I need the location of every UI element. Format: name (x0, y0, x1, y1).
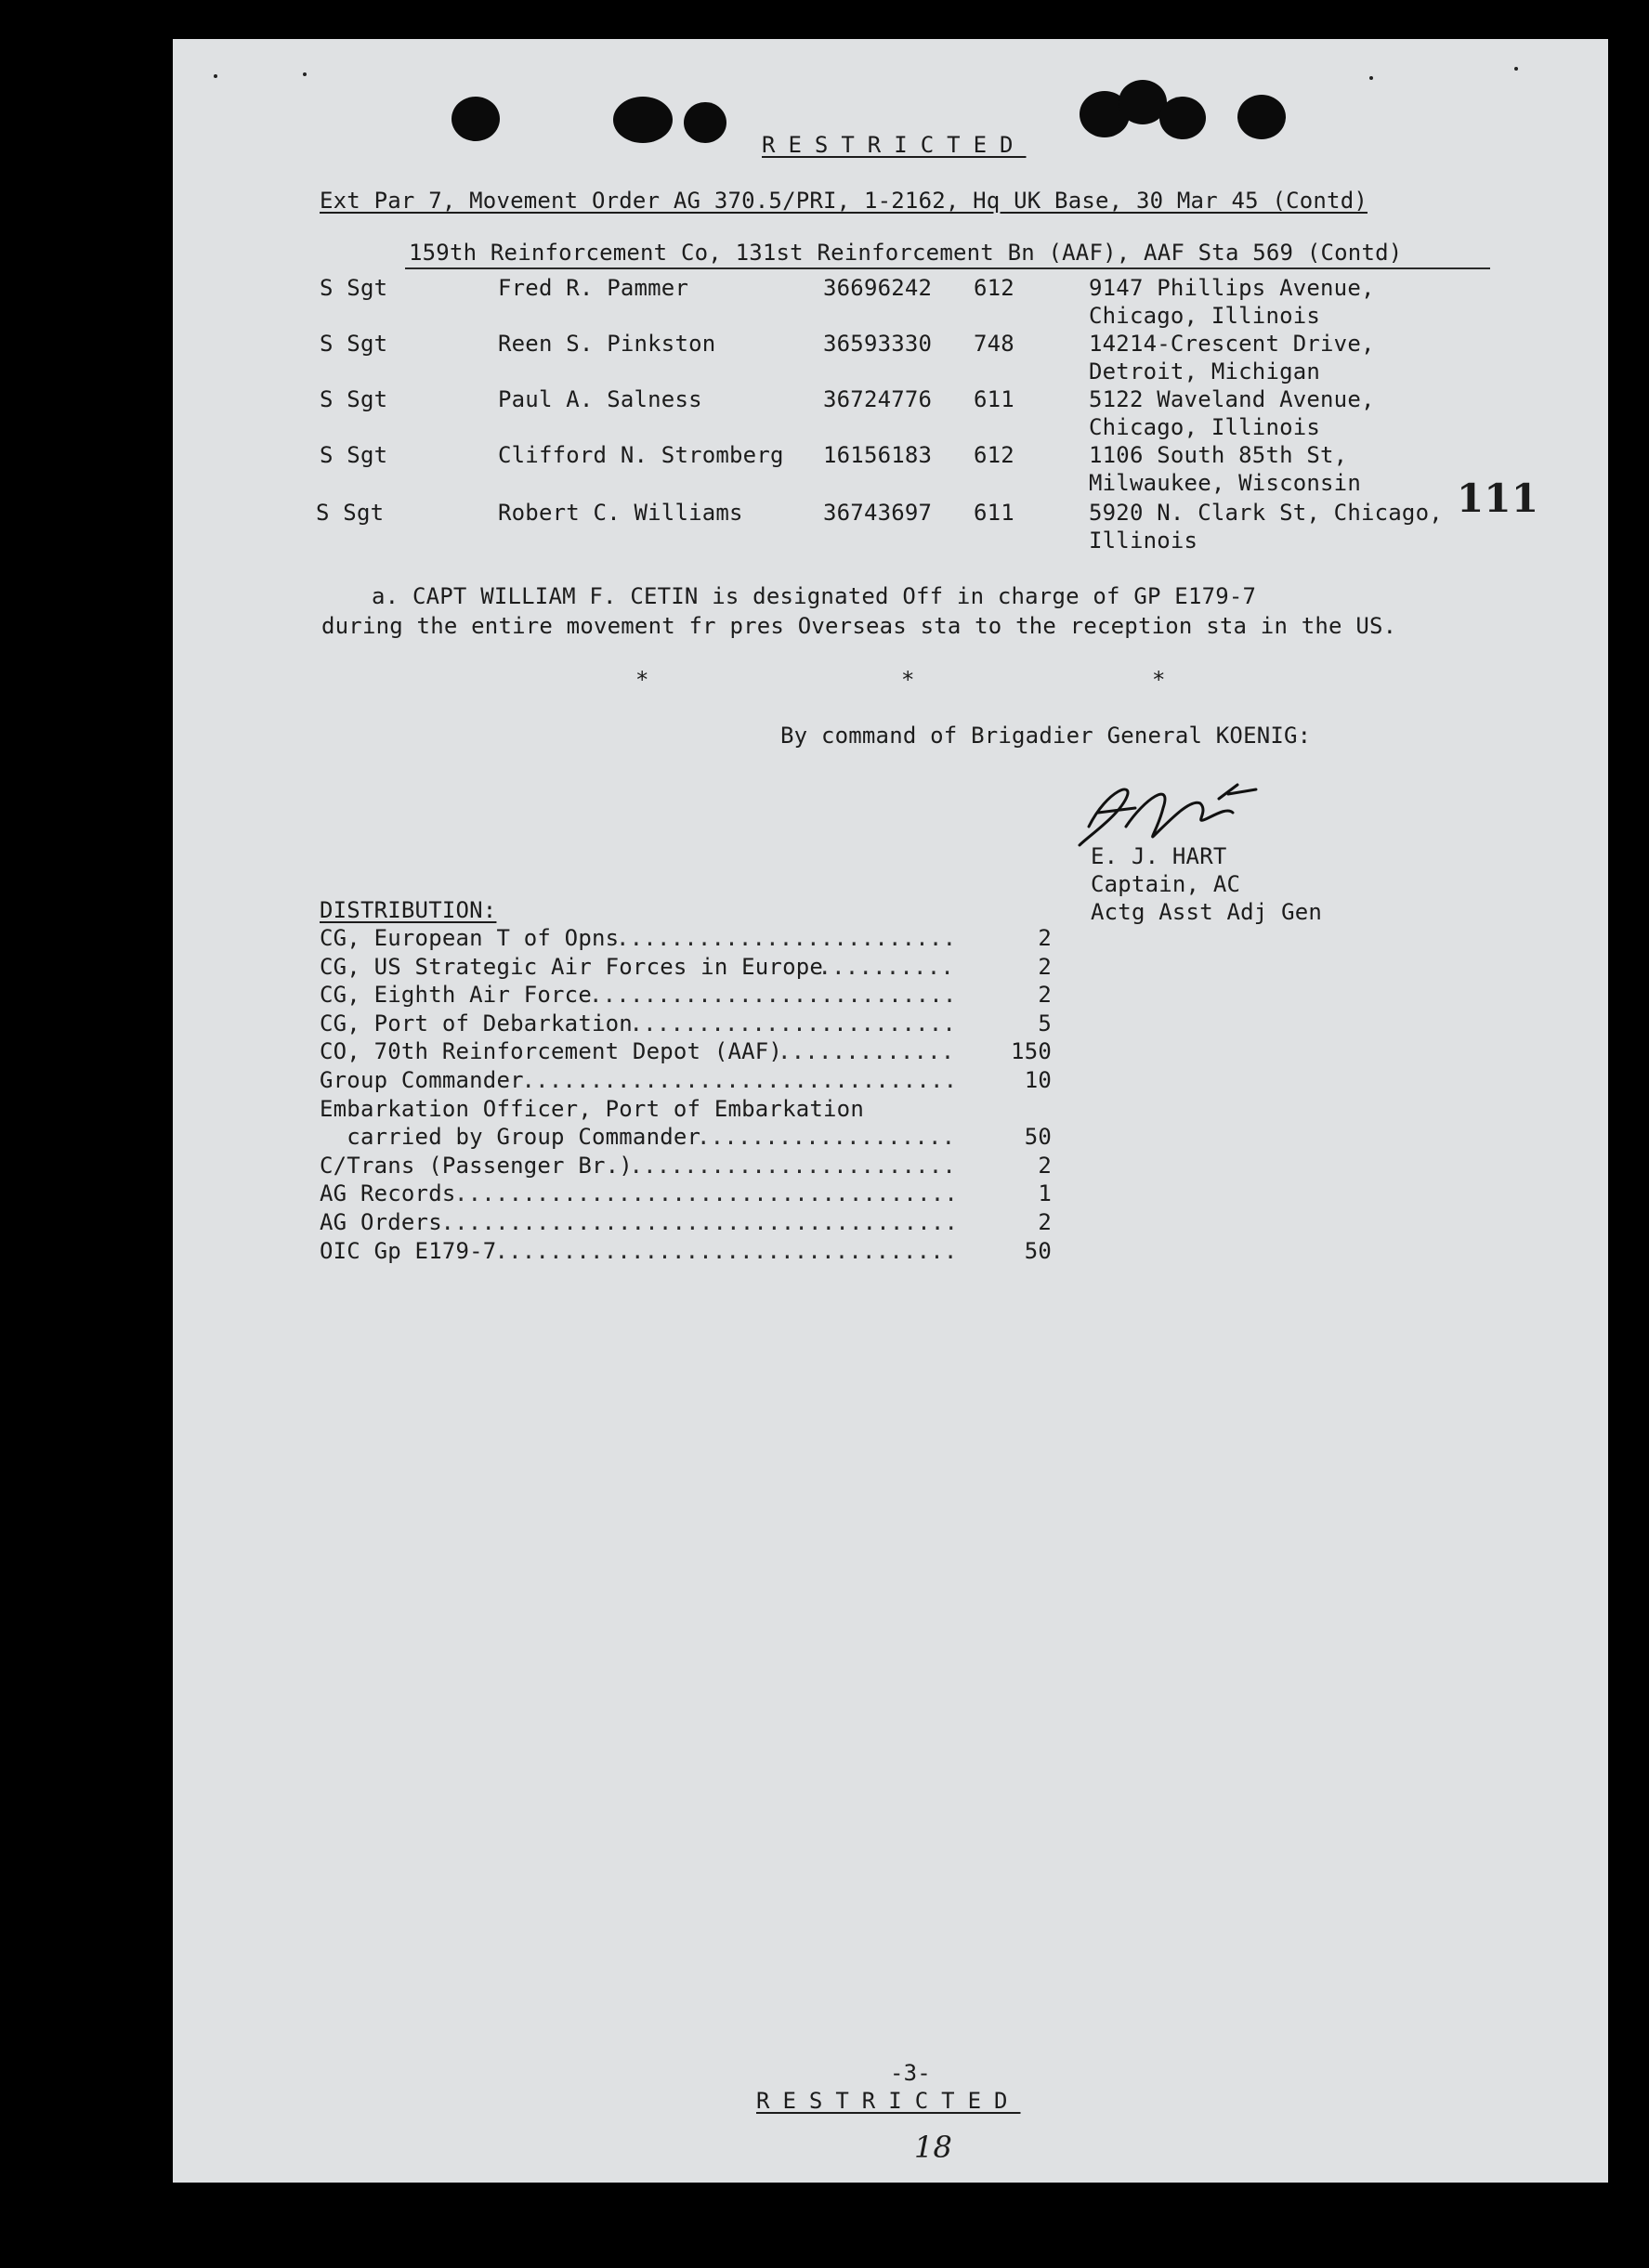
separator-asterisk: * (1152, 667, 1166, 693)
distribution-count: 5 (1038, 1010, 1052, 1036)
soldier-name: Fred R. Pammer (498, 275, 689, 301)
address-line-1: 5122 Waveland Avenue, (1089, 386, 1375, 412)
command-line: By command of Brigadier General KOENIG: (780, 723, 1312, 749)
serial-number: 16156183 (823, 442, 933, 468)
distribution-count: 2 (1038, 982, 1052, 1008)
leader-dots: ........................ (629, 1153, 957, 1179)
serial-number: 36743697 (823, 500, 933, 526)
mos-code: 748 (974, 331, 1014, 357)
address-line-1: 9147 Phillips Avenue, (1089, 275, 1375, 301)
distribution-count: 1 (1038, 1180, 1052, 1206)
rank: S Sgt (320, 386, 388, 412)
rank: S Sgt (320, 275, 388, 301)
leader-dots: ...................................... (440, 1209, 959, 1235)
mos-code: 612 (974, 442, 1014, 468)
leader-dots: .......... (818, 954, 954, 980)
mos-code: 611 (974, 500, 1014, 526)
handwritten-page-number: 18 (914, 2130, 953, 2165)
mos-code: 611 (974, 386, 1014, 412)
distribution-recipient: OIC Gp E179-7 (320, 1238, 497, 1264)
paragraph-line-1: a. CAPT WILLIAM F. CETIN is designated Off in charge of GP E179-7 (372, 583, 1257, 609)
distribution-count: 2 (1038, 925, 1052, 951)
address-line-1: 5920 N. Clark St, Chicago, (1089, 500, 1443, 526)
distribution-recipient: C/Trans (Passenger Br.) (320, 1153, 633, 1179)
unit-line: 159th Reinforcement Co, 131st Reinforcement Bn (AAF), AAF Sta 569 (Contd) (409, 240, 1403, 266)
soldier-name: Paul A. Salness (498, 386, 702, 412)
address-line-2: Illinois (1089, 528, 1198, 554)
distribution-recipient: CG, US Strategic Air Forces in Europe (320, 954, 824, 980)
separator-asterisk: * (635, 667, 649, 693)
page-number: -3- (890, 2060, 931, 2086)
paragraph-line-2: during the entire movement fr pres Overseas sta to the reception sta in the US. (321, 613, 1397, 639)
mos-code: 612 (974, 275, 1014, 301)
distribution-recipient: CG, Eighth Air Force (320, 982, 592, 1008)
address-line-2: Chicago, Illinois (1089, 414, 1321, 440)
soldier-name: Robert C. Williams (498, 500, 743, 526)
serial-number: 36696242 (823, 275, 933, 301)
leader-dots: ........................ (629, 1010, 957, 1036)
distribution-count: 10 (1024, 1067, 1052, 1093)
punch-hole (452, 97, 500, 141)
distribution-count: 50 (1024, 1238, 1052, 1264)
distribution-recipient: CG, Port of Debarkation (320, 1010, 633, 1036)
distribution-count: 2 (1038, 1153, 1052, 1179)
signer-name: E. J. HART (1091, 843, 1227, 869)
leader-dots: ........................... (589, 982, 957, 1008)
distribution-recipient: CO, 70th Reinforcement Depot (AAF) (320, 1038, 783, 1064)
distribution-recipient: AG Orders (320, 1209, 442, 1235)
distribution-recipient: Group Commander (320, 1067, 524, 1093)
classification-header: RESTRICTED (762, 132, 1027, 158)
distribution-recipient: CG, European T of Opns (320, 925, 620, 951)
address-line-2: Milwaukee, Wisconsin (1089, 470, 1361, 496)
serial-number: 36593330 (823, 331, 933, 357)
distribution-recipient: AG Records (320, 1180, 456, 1206)
distribution-recipient: carried by Group Commander (320, 1124, 701, 1150)
classification-footer: RESTRICTED (756, 2088, 1021, 2114)
punch-hole (1237, 95, 1286, 139)
punch-hole (613, 97, 673, 143)
leader-dots: ................................ (521, 1067, 958, 1093)
separator-asterisk: * (901, 667, 915, 693)
leader-dots: ................... (697, 1124, 956, 1150)
distribution-count: 2 (1038, 954, 1052, 980)
leader-dots: ......................... (616, 925, 957, 951)
ext-par-line: Ext Par 7, Movement Order AG 370.5/PRI, 1-2162, Hq UK Base, 30 Mar 45 (Contd) (320, 188, 1368, 214)
address-line-1: 14214-Crescent Drive, (1089, 331, 1375, 357)
distribution-recipient: Embarkation Officer, Port of Embarkation (320, 1096, 864, 1122)
leader-dots: .................................. (494, 1238, 958, 1264)
punch-hole (684, 102, 726, 143)
rank: S Sgt (320, 331, 388, 357)
margin-number: 111 (1457, 476, 1539, 521)
distribution-count: 150 (1011, 1038, 1052, 1064)
signer-title: Actg Asst Adj Gen (1091, 899, 1323, 925)
distribution-heading: DISTRIBUTION: (320, 897, 497, 923)
soldier-name: Clifford N. Stromberg (498, 442, 784, 468)
leader-dots: ..................................... (454, 1180, 959, 1206)
serial-number: 36724776 (823, 386, 933, 412)
rank: S Sgt (320, 442, 388, 468)
address-line-2: Detroit, Michigan (1089, 358, 1321, 385)
punch-hole (1159, 97, 1206, 139)
document-page (173, 39, 1608, 2183)
distribution-count: 2 (1038, 1209, 1052, 1235)
soldier-name: Reen S. Pinkston (498, 331, 716, 357)
address-line-1: 1106 South 85th St, (1089, 442, 1348, 468)
unit-line-rule (405, 267, 1490, 269)
signer-rank: Captain, AC (1091, 871, 1241, 897)
address-line-2: Chicago, Illinois (1089, 303, 1321, 329)
rank: S Sgt (316, 500, 385, 526)
leader-dots: ............. (778, 1038, 955, 1064)
distribution-count: 50 (1024, 1124, 1052, 1150)
